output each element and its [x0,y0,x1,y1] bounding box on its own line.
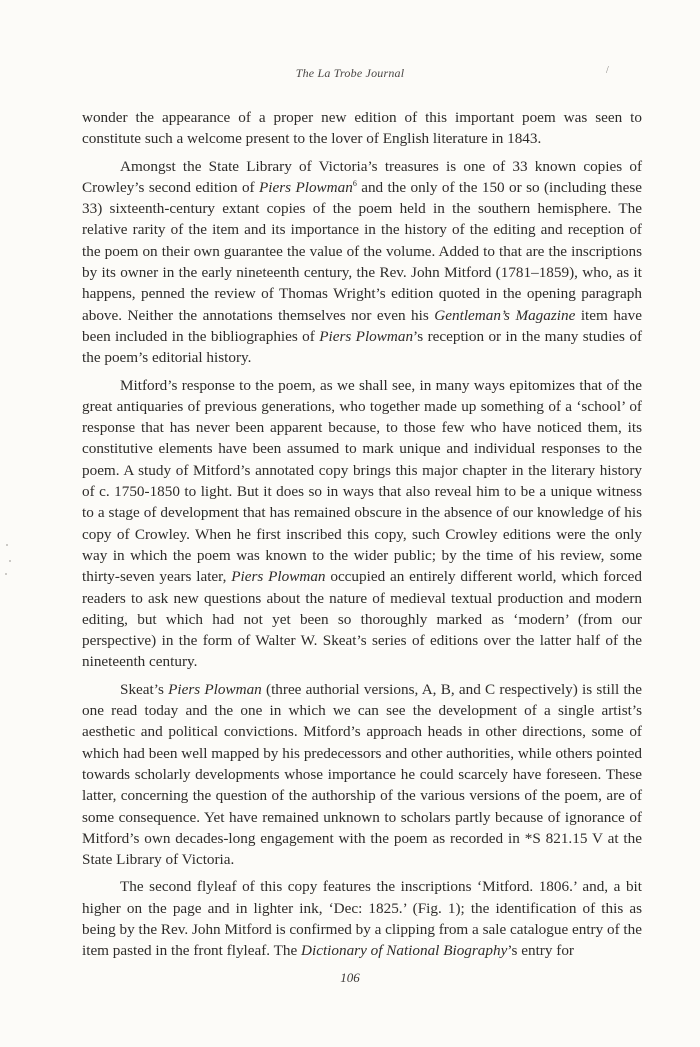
body-text [82,107,642,962]
page-number: 106 [340,970,360,985]
text-segment: ’s reception or in the many studies of the poem’s editorial history. [82,327,643,367]
page-mark: / [606,65,609,76]
text-segment: occupied an entirely different world, which forced readers to ask new questions about the nature of medieval textual production and modern editing, but which had not yet been so thoroughly marked as ‘modern’ (from our perspective) in the form of Walter W. Skeat’s series of editions over the latter half of the nineteenth century. [82,568,642,671]
text-segment: (three authorial versions, A, B, and C respectively) is still the one read today and the one in which we can see the development of a single artist’s aesthetic and political convictions. Mitford’s approach heads in other directions, some of which had been well mapped by his predecessors and other authorities, while others pointed towards scholarly developments whose importance he could scarcely have foreseen. These latter, concerning the question of the authorship of the various versions of the poem, are of some consequence. Yet have remained unknown to scholars partly because of ignorance of Mitford’s own decades-long engagement with the poem as recorded in *S 821.15 V at the State Library of Victoria. [82,680,642,869]
text-segment: item have been included in the bibliographies of [82,306,643,345]
italic-title: Gentleman’s Magazine [434,306,576,324]
italic-title: Piers Plowman [168,680,262,698]
text-segment: wonder the appearance of a proper new edition of this important poem was seen to constitute such a welcome present to the lover of English literature in 1843. [82,109,642,148]
paragraph-2 [82,156,642,369]
text-segment: ’s entry for [507,942,574,960]
text-segment: Mitford’s response to the poem, as we shall see, in many ways epitomizes that of the great antiquaries of previous generations, who together made up something of a ‘school’ of response that has never been apparent because, to those few who have noticed them, its constitutive elements have been assumed to mark unique and individual responses to the poem. A study of Mitford’s annotated copy brings this major chapter in the literary history of c. 1750-1850 to light. But it does so in ways that also reveal him to be a unique witness to a stage of development that has remained obscure in the absence of our knowledge of his copy of Crowley. When he first inscribed this copy, such Crowley editions were the only way in which the poem was known to the wider public; by the time of his review, some thirty-seven years later, [82,376,642,586]
italic-title: Dictionary of National Biography [301,942,508,960]
margin-specks [4,540,16,580]
text-segment: The second flyleaf of this copy features the inscriptions ‘Mitford. 1806.’ and, a bit higher on the page and in lighter ink, ‘Dec: 1825.’ (Fig. 1); the identification of this as being by the Rev. John Mitford is confirmed by a clipping from a sale catalogue entry of the item pasted in the front flyleaf. The [82,878,642,960]
text-segment: Skeat’s [120,680,169,698]
italic-title: Piers Plowman [319,327,414,345]
italic-title: Piers Plowman [231,568,326,586]
paragraph-1 [82,107,642,150]
paragraph-5 [82,876,642,961]
footnote-marker: 6 [352,178,357,188]
italic-title: Piers Plowman [259,178,353,196]
paragraph-4 [82,679,642,871]
running-head: The La Trobe Journal [295,66,405,80]
text-segment: Amongst the State Library of Victoria’s treasures is one of 33 known copies of Crowley’s second edition of [82,157,642,196]
paragraph-3 [82,375,642,673]
text-segment: and the only of the 150 or so (including these 33) sixteenth-century extant copies of the poem held in the southern hemisphere. The relative rarity of the item and its importance in the history of the editing and reception of the poem on their own guarantee the value of the volume. Added to that are the inscriptions by its owner in the early nineteenth century, the Rev. John Mitford (1781–1859), who, as it happens, penned the review of Thomas Wright’s edition quoted in the opening paragraph above. Neither the annotations themselves nor even his [82,178,642,324]
